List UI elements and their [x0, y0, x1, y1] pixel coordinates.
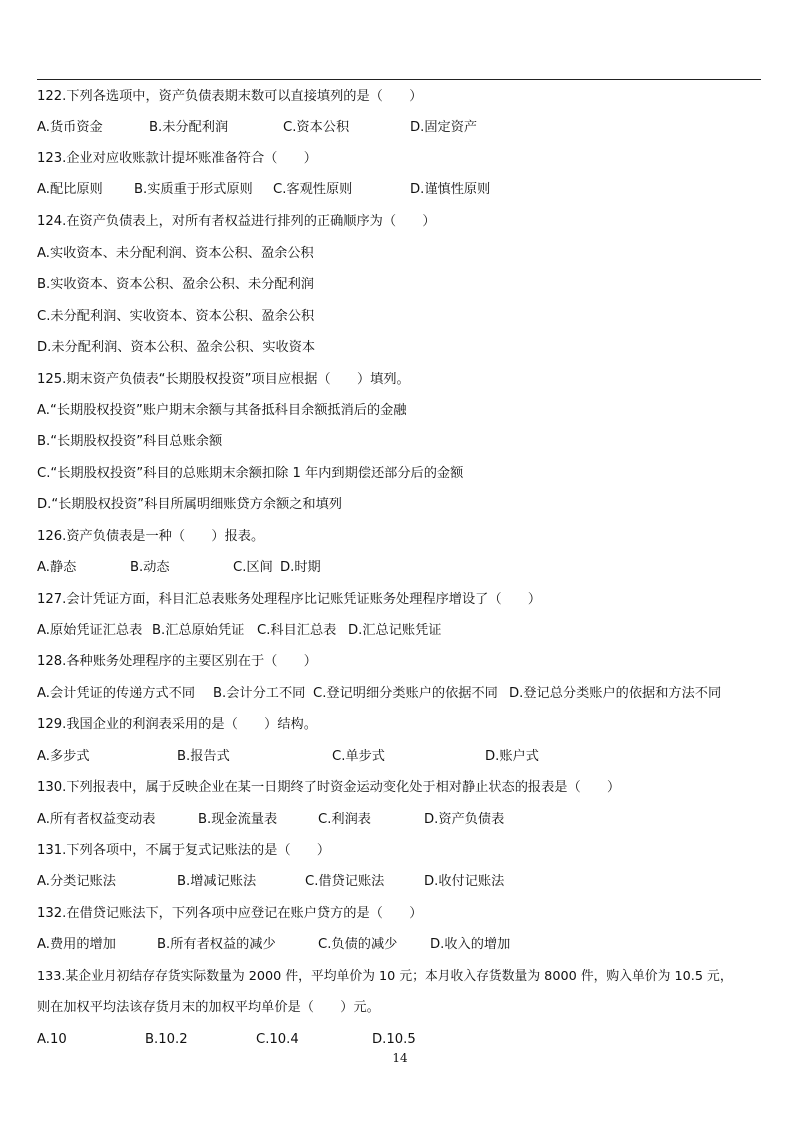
- option-b: B.实质重于形式原则: [134, 182, 253, 197]
- question-132-stem: 132.在借贷记账法下，下列各项中应登记在账户贷方的是（ ）: [37, 906, 423, 921]
- option-d: D.谨慎性原则: [410, 182, 491, 197]
- question-122-stem: 122.下列各选项中，资产负债表期末数可以直接填列的是（ ）: [37, 89, 423, 104]
- option-c: C.登记明细分类账户的依据不同: [313, 686, 498, 701]
- option-b: B.所有者权益的减少: [157, 937, 276, 952]
- option-c: C.客观性原则: [273, 182, 353, 197]
- question-133-stem-continued: 则在加权平均法该存货月末的加权平均单价是（ ）元。: [37, 1000, 380, 1015]
- question-124-option-d: D.未分配利润、资本公积、盈余公积、实收资本: [37, 340, 316, 355]
- option-b: B.动态: [130, 560, 170, 575]
- option-d: D.账户式: [485, 749, 539, 764]
- question-125-option-c: C.“长期股权投资”科目的总账期末余额扣除 1 年内到期偿还部分后的金额: [37, 466, 464, 481]
- question-125-option-d: D.“长期股权投资”科目所属明细账贷方余额之和填列: [37, 497, 342, 512]
- question-123-options: [37, 179, 761, 201]
- question-124-option-b: B.实收资本、资本公积、盈余公积、未分配利润: [37, 277, 314, 292]
- option-a: A.多步式: [37, 749, 90, 764]
- question-130-options: [37, 809, 761, 831]
- option-a: A.原始凭证汇总表: [37, 623, 143, 638]
- question-123-stem: 123.企业对应收账款计提坏账准备符合（ ）: [37, 151, 317, 166]
- option-d: D.登记总分类账户的依据和方法不同: [509, 686, 722, 701]
- option-b: B.现金流量表: [198, 812, 278, 827]
- question-128-stem: 128.各种账务处理程序的主要区别在于（ ）: [37, 654, 317, 669]
- option-c: C.10.4: [256, 1032, 299, 1047]
- option-a: A.会计凭证的传递方式不同: [37, 686, 196, 701]
- option-a: A.10: [37, 1032, 67, 1047]
- option-b: B.未分配利润: [149, 120, 229, 135]
- option-c: C.借贷记账法: [305, 874, 385, 889]
- option-d: D.收付记账法: [424, 874, 505, 889]
- option-a: A.配比原则: [37, 182, 103, 197]
- question-130-stem: 130.下列报表中，属于反映企业在某一日期终了时资金运动变化处于相对静止状态的报表是（ ）: [37, 780, 621, 795]
- question-126-options: [37, 557, 761, 579]
- option-a: A.费用的增加: [37, 937, 116, 952]
- question-133-stem: 133.某企业月初结存存货实际数量为 2000 件，平均单价为 10 元；本月收入存货数量为 8000 件，购入单价为 10.5 元，: [37, 969, 733, 984]
- question-132-options: [37, 934, 761, 956]
- option-d: D.时期: [280, 560, 321, 575]
- question-122-options: [37, 117, 761, 139]
- question-124-stem: 124.在资产负债表上，对所有者权益进行排列的正确顺序为（ ）: [37, 214, 436, 229]
- question-131-stem: 131.下列各项中，不属于复式记账法的是（ ）: [37, 843, 331, 858]
- option-c: C.科目汇总表: [257, 623, 337, 638]
- option-c: C.区间: [233, 560, 273, 575]
- question-131-options: [37, 871, 761, 893]
- option-c: C.单步式: [332, 749, 385, 764]
- question-125-stem: 125.期末资产负债表“长期股权投资”项目应根据（ ）填列。: [37, 372, 410, 387]
- option-a: A.所有者权益变动表: [37, 812, 156, 827]
- option-a: A.静态: [37, 560, 77, 575]
- header-rule: [37, 79, 761, 80]
- page-number: 14: [392, 1051, 408, 1065]
- question-125-option-a: A.“长期股权投资”账户期末余额与其备抵科目余额抵消后的金融: [37, 403, 407, 418]
- option-b: B.增减记账法: [177, 874, 257, 889]
- option-b: B.汇总原始凭证: [152, 623, 245, 638]
- option-b: B.报告式: [177, 749, 230, 764]
- option-d: D.资产负债表: [424, 812, 505, 827]
- question-128-options: [37, 683, 761, 705]
- option-c: C.利润表: [318, 812, 371, 827]
- option-d: D.收入的增加: [430, 937, 511, 952]
- option-b: B.会计分工不同: [213, 686, 306, 701]
- question-125-option-b: B.“长期股权投资”科目总账余额: [37, 434, 223, 449]
- question-129-options: [37, 746, 761, 768]
- option-d: D.汇总记账凭证: [348, 623, 442, 638]
- option-b: B.10.2: [145, 1032, 188, 1047]
- question-127-options: [37, 620, 761, 642]
- option-d: D.固定资产: [410, 120, 478, 135]
- question-126-stem: 126.资产负债表是一种（ ）报表。: [37, 529, 265, 544]
- option-c: C.负债的减少: [318, 937, 398, 952]
- question-133-options: [37, 1029, 761, 1051]
- question-124-option-c: C.未分配利润、实收资本、资本公积、盈余公积: [37, 309, 315, 324]
- option-a: A.分类记账法: [37, 874, 116, 889]
- option-c: C.资本公积: [283, 120, 350, 135]
- question-127-stem: 127.会计凭证方面，科目汇总表账务处理程序比记账凭证账务处理程序增设了（ ）: [37, 592, 542, 607]
- question-129-stem: 129.我国企业的利润表采用的是（ ）结构。: [37, 717, 317, 732]
- option-a: A.货币资金: [37, 120, 103, 135]
- question-124-option-a: A.实收资本、未分配利润、资本公积、盈余公积: [37, 246, 314, 261]
- option-d: D.10.5: [372, 1032, 416, 1047]
